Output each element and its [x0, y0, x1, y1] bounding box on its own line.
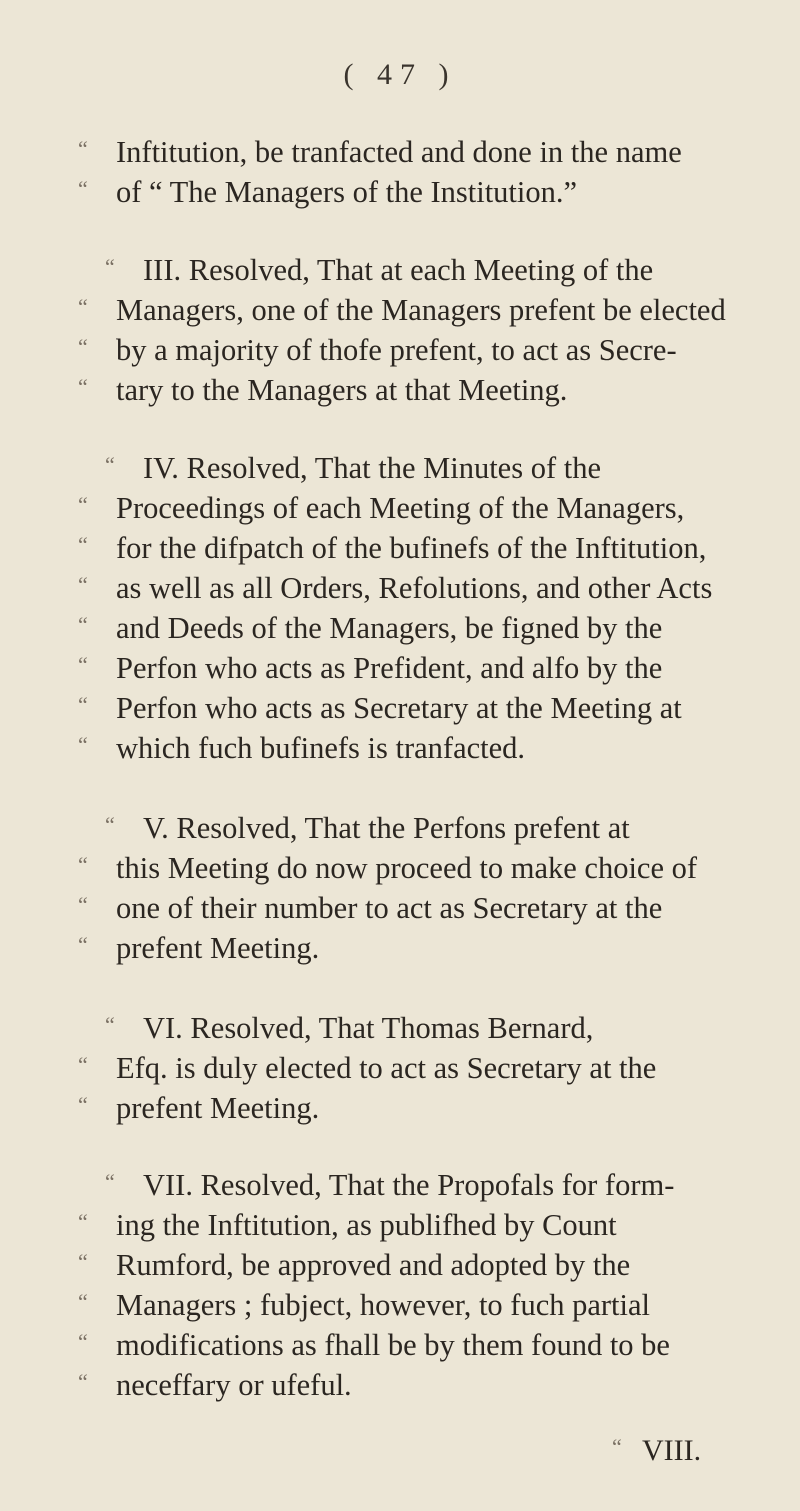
text-line: “ and Deeds of the Managers, be figned by the [78, 611, 663, 645]
text-line: “ VI. Resolved, That Thomas Bernard, [105, 1011, 594, 1045]
text-line: “ which fuch bufinefs is tranfacted. [78, 731, 526, 765]
text-line: “ this Meeting do now proceed to make choice of [78, 851, 698, 885]
text-line: “ Rumford, be approved and adopted by the [78, 1248, 631, 1282]
text-line: “ Managers ; fubject, however, to fuch partial [78, 1288, 651, 1322]
page-number-header: ( 47 ) [343, 58, 457, 91]
text-line: “ of “ The Managers of the Institution.” [78, 175, 578, 209]
text-line: “ Perfon who acts as Secretary at the Meeting at [78, 691, 682, 725]
text-line: “ prefent Meeting. [78, 931, 320, 965]
text-line: “ tary to the Managers at that Meeting. [78, 373, 568, 407]
text-line: “ Perfon who acts as Prefident, and alfo by the [78, 651, 663, 685]
catchword: “ VIII. [612, 1434, 702, 1467]
text-line: “ ing the Inftitution, as publifhed by Count [78, 1208, 617, 1242]
text-line: “ prefent Meeting. [78, 1091, 320, 1125]
text-line: “ Managers, one of the Managers prefent be elected [78, 293, 726, 327]
text-line: “ V. Resolved, That the Perfons prefent at [105, 811, 630, 845]
text-line: “ one of their number to act as Secretary at the [78, 891, 663, 925]
text-line: “ as well as all Orders, Refolutions, and other Acts [78, 571, 713, 605]
text-line: “ IV. Resolved, That the Minutes of the [105, 451, 602, 485]
text-line: “ Inftitution, be tranfacted and done in the name [78, 135, 682, 169]
text-line: “ Proceedings of each Meeting of the Managers, [78, 491, 685, 525]
text-line: “ III. Resolved, That at each Meeting of the [105, 253, 654, 287]
text-line: “ neceffary or ufeful. [78, 1368, 352, 1402]
text-line: “ Efq. is duly elected to act as Secretary at the [78, 1051, 657, 1085]
text-line: “ by a majority of thofe prefent, to act as Secre- [78, 333, 677, 367]
text-line: “ modifications as fhall be by them found to be [78, 1328, 670, 1362]
text-line: “ for the difpatch of the bufinefs of the Inftitution, [78, 531, 707, 565]
text-line: “ VII. Resolved, That the Propofals for form- [105, 1168, 675, 1202]
